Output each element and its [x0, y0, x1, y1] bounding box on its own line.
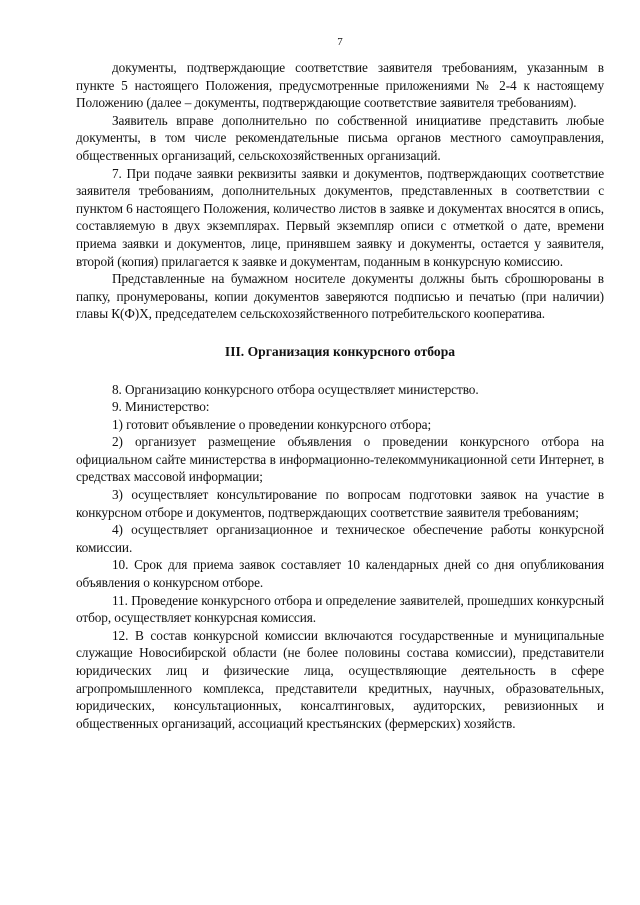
- paragraph: Заявитель вправе дополнительно по собственной инициативе представить любые документы, в том числе рекомендательные письма органов местного самоуправления, общественных организаций, сельскохозяйственных организаций.: [76, 112, 604, 163]
- section-heading: III. Организация конкурсного отбора: [224, 343, 456, 359]
- paragraph: Представленные на бумажном носителе документы должны быть сброшюрованы в папку, пронумерованы, копии документов заверяются подписью и печатью (при наличии) главы К(Ф)Х, председателем сельскохозяйственного потребительского кооператива.: [76, 271, 604, 322]
- page-number: 7: [337, 36, 343, 48]
- paragraph: 8. Организацию конкурсного отбора осуществляет министерство.: [112, 381, 479, 397]
- paragraph: 4) осуществляет организационное и техническое обеспечение работы конкурсной комиссии.: [76, 522, 604, 555]
- paragraph: 1) готовит объявление о проведении конкурсного отбора;: [112, 416, 432, 432]
- paragraph: 10. Срок для приема заявок составляет 10 календарных дней со дня опубликования объявления о конкурсном отборе.: [76, 557, 604, 591]
- paragraph: 2) организует размещение объявления о проведении конкурсного отбора на официальном сайте министерства в информационно-телекоммуникационной сети Интернет, в средствах массовой информации;: [76, 434, 604, 485]
- paragraph: 12. В состав конкурсной комиссии включаются государственные и муниципальные служащие Новосибирской области (не более половины состава комиссии), представители юридических лиц и физические лица, осуществляющие деятельность в сфере агропромышленного комплекса, представители кредитных, научных, образовательных, юридических, консультационных, консалтинговых, аудиторских, ревизионных и общественных организаций, ассоциаций крестьянских (фермерских) хозяйств.: [76, 627, 604, 731]
- paragraph: 7. При подаче заявки реквизиты заявки и документов, подтверждающих соответствие заявителя требованиям, дополнительных документов, представленных в соответствии с пунктом 6 настоящего Положения, количество листов в заявке и документах вносятся в опись, составляемую в двух экземплярах. Первый экземпляр описи с отметкой о дате, времени приема заявки и документов, лице, принявшем заявку и документы, остается у заявителя, второй (копия) прилагается к заявке и документам, поданным в конкурсную комиссию.: [76, 165, 604, 269]
- paragraph: 11. Проведение конкурсного отбора и определение заявителей, прошедших конкурсный отбор, осуществляет конкурсная комиссия.: [76, 592, 604, 626]
- section-intro-paragraphs: [76, 59, 604, 323]
- paragraph: 3) осуществляет консультирование по вопросам подготовки заявок на участие в конкурсном отборе и документов, подтверждающих соответствие заявителя требованиям;: [76, 487, 604, 520]
- paragraph: документы, подтверждающие соответствие заявителя требованиям, указанным в пункте 5 настоящего Положения, предусмотренные приложениями № 2-4 к настоящему Положению (далее – документы, подтверждающие соответствие заявителя требованиям).: [76, 60, 604, 111]
- section-body-paragraphs: [76, 381, 604, 733]
- paragraph: 9. Министерство:: [112, 399, 210, 415]
